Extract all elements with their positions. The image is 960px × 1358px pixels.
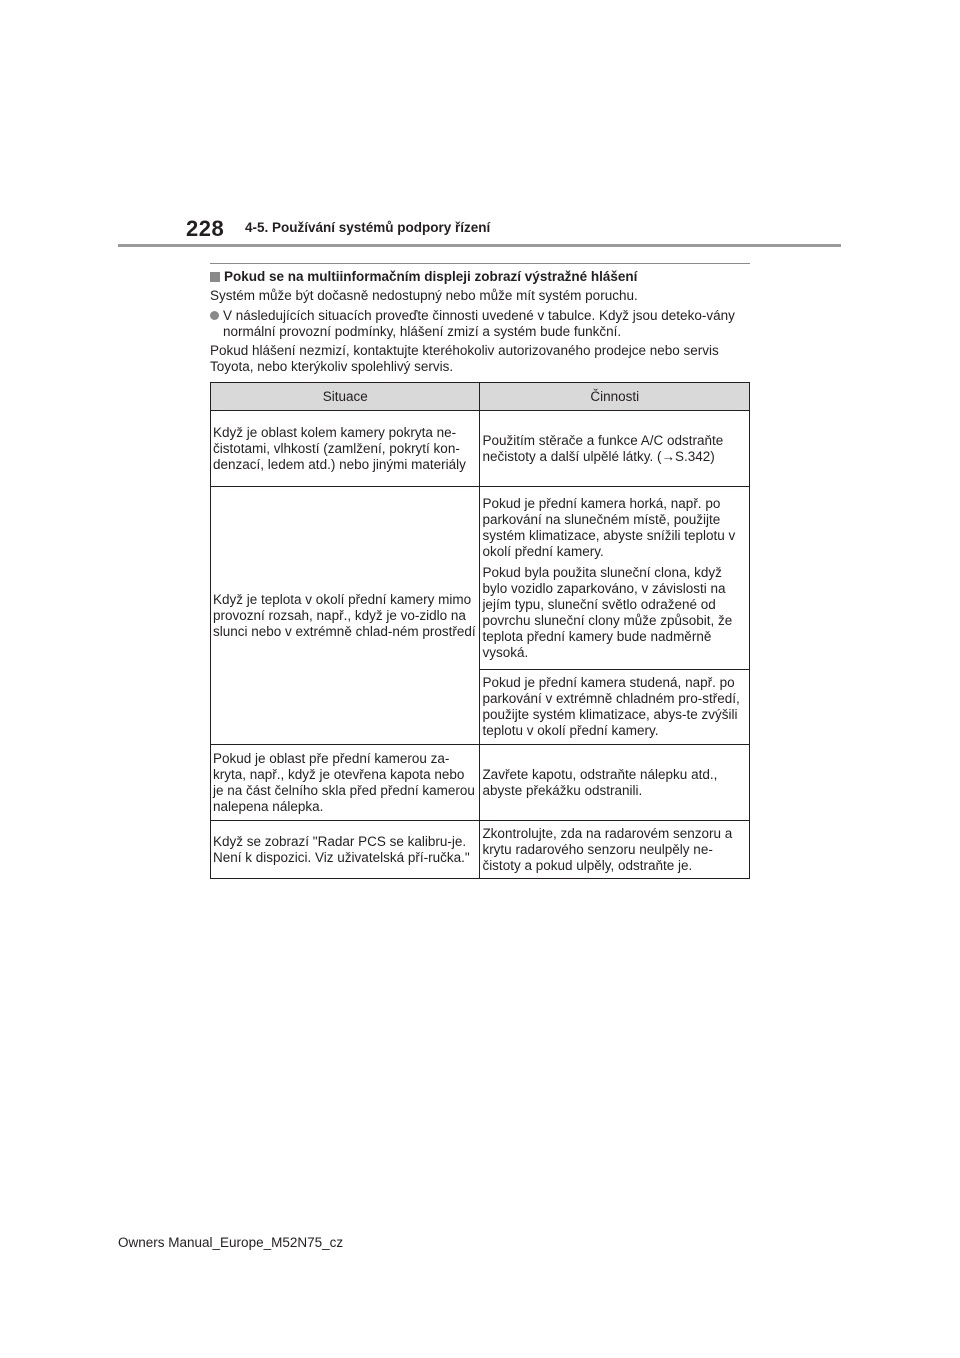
action-cell: Použitím stěrače a funkce A/C odstraňte nečistoty a další ulpělé látky. (→S.342) — [480, 411, 750, 487]
square-bullet-icon — [210, 272, 220, 282]
subhead-text: Pokud se na multiinformačním displeji zobrazí výstražné hlášení — [224, 269, 638, 284]
situation-cell: Když se zobrazí "Radar PCS se kalibru-je. Není k dispozici. Viz uživatelská pří-ručka." — [211, 821, 480, 879]
warning-section — [210, 263, 750, 375]
subhead-divider — [210, 263, 750, 264]
intro-paragraph: Systém může být dočasně nedostupný nebo může mít systém poruchu. — [210, 288, 638, 303]
circle-bullet-icon — [210, 311, 219, 320]
action-cell: Zkontrolujte, zda na radarovém senzoru a krytu radarového senzoru neulpěly ne-čistoty a pokud ulpěly, odstraňte je. — [480, 821, 750, 879]
situations-table — [210, 382, 750, 879]
situation-cell: Pokud je oblast pře přední kamerou za-kryta, např., když je otevřena kapota nebo je na část čelního skla před přední kamerou nalepena nálepka. — [211, 745, 480, 821]
table-header-row — [211, 383, 750, 411]
header-divider — [118, 244, 841, 247]
table-row — [211, 821, 750, 879]
subhead — [210, 268, 750, 285]
action-cell: Pokud je přední kamera studená, např. po parkování v extrémně chladném pro-středí, použijte systém klimatizace, abys-te zvýšili teplotu v okolí přední kamery. — [480, 670, 750, 745]
section-title: 4-5. Používání systémů podpory řízení — [245, 220, 491, 235]
header-actions: Činnosti — [480, 383, 750, 411]
situation-cell: Když je oblast kolem kamery pokryta ne-čistotami, vlhkostí (zamlžení, pokrytí kon-denzací, ledem atd.) nebo jinými materiály — [211, 411, 480, 487]
bullet-item — [210, 308, 750, 340]
page-header — [0, 0, 960, 250]
bullet-text: V následujících situacích proveďte činnosti uvedené v tabulce. Když jsou deteko-vány normální provozní podmínky, hlášení zmizí a systém bude funkční. — [223, 308, 735, 339]
header-situation: Situace — [211, 383, 480, 411]
action-cell: Zavřete kapotu, odstraňte nálepku atd., abyste překážku odstranili. — [480, 745, 750, 821]
action-text: Pokud byla použita sluneční clona, když bylo vozidlo zaparkováno, v závislosti na jejím typu, sluneční světlo odražené od povrchu sluneční clony může způsobit, že teplota přední kamery bude nadměrně vysoká. — [482, 564, 733, 660]
page-number: 228 — [186, 216, 225, 241]
footer-label: Owners Manual_Europe_M52N75_cz — [118, 1235, 344, 1250]
action-text: Pokud je přední kamera horká, např. po parkování na slunečném místě, použijte systém klimatizace, abyste snížili teplotu v okolí přední kamery. — [482, 495, 736, 559]
table-row — [211, 487, 750, 670]
contact-paragraph: Pokud hlášení nezmizí, kontaktujte kteréhokoliv autorizovaného prodejce nebo servis Toyota, nebo kterýkoliv spolehlivý servis. — [210, 343, 719, 374]
table-row — [211, 745, 750, 821]
situation-cell: Když je teplota v okolí přední kamery mimo provozní rozsah, např., když je vo-zidlo na slunci nebo v extrémně chlad-ném prostředí — [211, 487, 480, 745]
action-cell — [480, 487, 750, 670]
table-row — [211, 411, 750, 487]
